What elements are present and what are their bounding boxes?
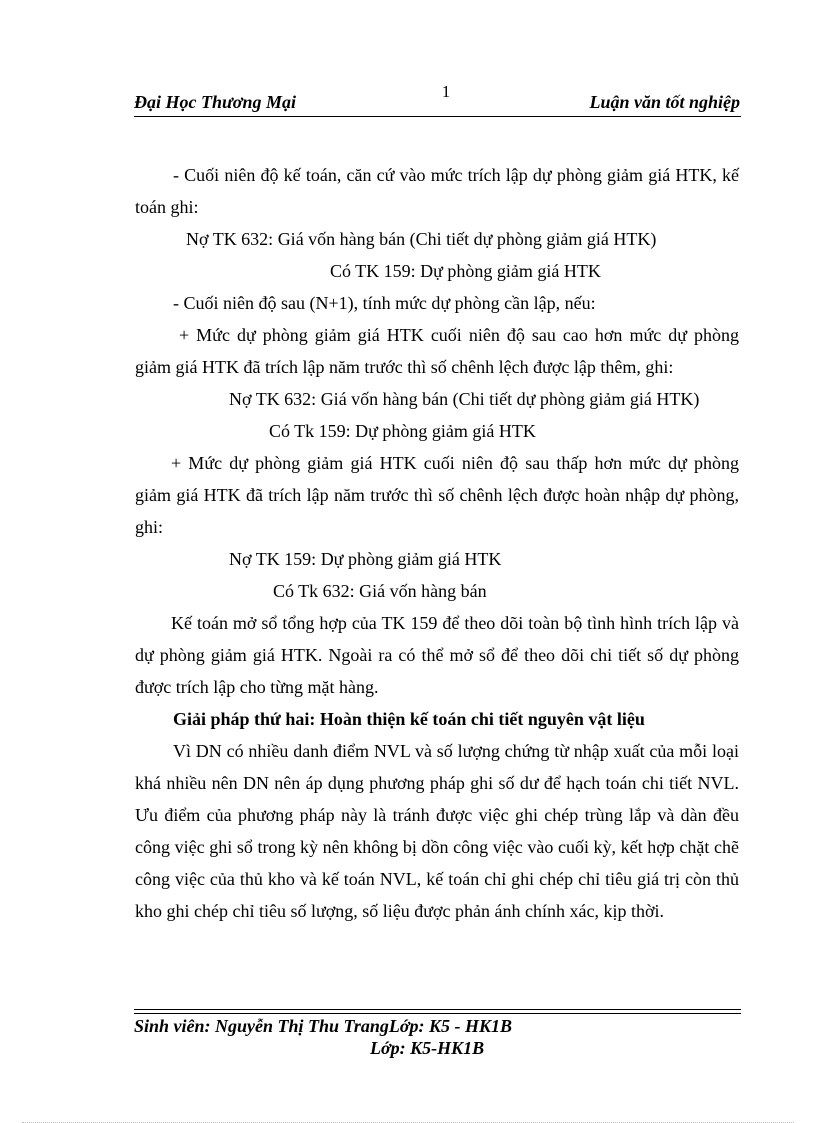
paragraph-higher-reserve: + Mức dự phòng giảm giá HTK cuối niên độ sau cao hơn mức dự phòng giảm giá HTK đã trích lập năm trước thì số chênh lệch được lập thêm, ghi:: [135, 325, 739, 377]
paragraph-year-end: - Cuối niên độ kế toán, căn cứ vào mức trích lập dự phòng giảm giá HTK, kế toán ghi:: [135, 165, 739, 217]
header-university: Đại Học Thương Mại: [134, 92, 296, 112]
header-rule: [134, 116, 741, 117]
journal-entry-debit-159-reversal: Nợ TK 159: Dự phòng giảm giá HTK: [229, 549, 502, 569]
header-document-type: Luận văn tốt nghiệp: [589, 92, 740, 112]
paragraph-lower-reserve: + Mức dự phòng giảm giá HTK cuối niên độ sau thấp hơn mức dự phòng giảm giá HTK đã trích lập năm trước thì số chênh lệch được hoàn nhập dự phòng, ghi:: [135, 453, 739, 537]
paragraph-next-year: - Cuối niên độ sau (N+1), tính mức dự phòng cần lập, nếu:: [173, 293, 596, 313]
journal-entry-debit-632: Nợ TK 632: Giá vốn hàng bán (Chi tiết dự phòng giảm giá HTK): [186, 229, 657, 249]
document-body: [135, 159, 739, 927]
paragraph-material-accounting: Vì DN có nhiều danh điểm NVL và số lượng chứng từ nhập xuất của mỗi loại khá nhiều nên DN nên áp dụng phương pháp ghi số dư để hạch toán chi tiết NVL. Ưu điểm của phương pháp này là tránh được việc ghi chép trùng lắp và dàn đều công việc ghi sổ trong kỳ nên không bị dồn công việc vào cuối kỳ, kết hợp chặt chẽ công việc của thủ kho và kế toán NVL, kế toán chỉ ghi chép chỉ tiêu giá trị còn thủ kho ghi chép chỉ tiêu số lượng, số liệu được phản ánh chính xác, kịp thời.: [135, 741, 739, 921]
footer-rule-bottom: [134, 1013, 741, 1014]
paragraph-general-ledger: Kế toán mở sổ tổng hợp của TK 159 để theo dõi toàn bộ tình hình trích lập và dự phòng giảm giá HTK. Ngoài ra có thể mở sổ để theo dõi chi tiết số dự phòng được trích lập cho từng mặt hàng.: [135, 613, 739, 697]
journal-entry-credit-159-extra: Có Tk 159: Dự phòng giảm giá HTK: [269, 421, 536, 441]
footer-student-line: Sinh viên: Nguyễn Thị Thu TrangLớp: K5 - HK1B: [134, 1016, 513, 1036]
page-number: 1: [441, 82, 451, 101]
footer-rule-top: [134, 1009, 741, 1010]
footer-class-line: Lớp: K5-HK1B: [370, 1038, 485, 1058]
journal-entry-credit-632-reversal: Có Tk 632: Giá vốn hàng bán: [273, 581, 487, 601]
journal-entry-credit-159: Có TK 159: Dự phòng giảm giá HTK: [330, 261, 601, 281]
section-heading: Giải pháp thứ hai: Hoàn thiện kế toán chi tiết nguyên vật liệu: [173, 709, 645, 729]
journal-entry-debit-632-extra: Nợ TK 632: Giá vốn hàng bán (Chi tiết dự phòng giảm giá HTK): [229, 389, 700, 409]
